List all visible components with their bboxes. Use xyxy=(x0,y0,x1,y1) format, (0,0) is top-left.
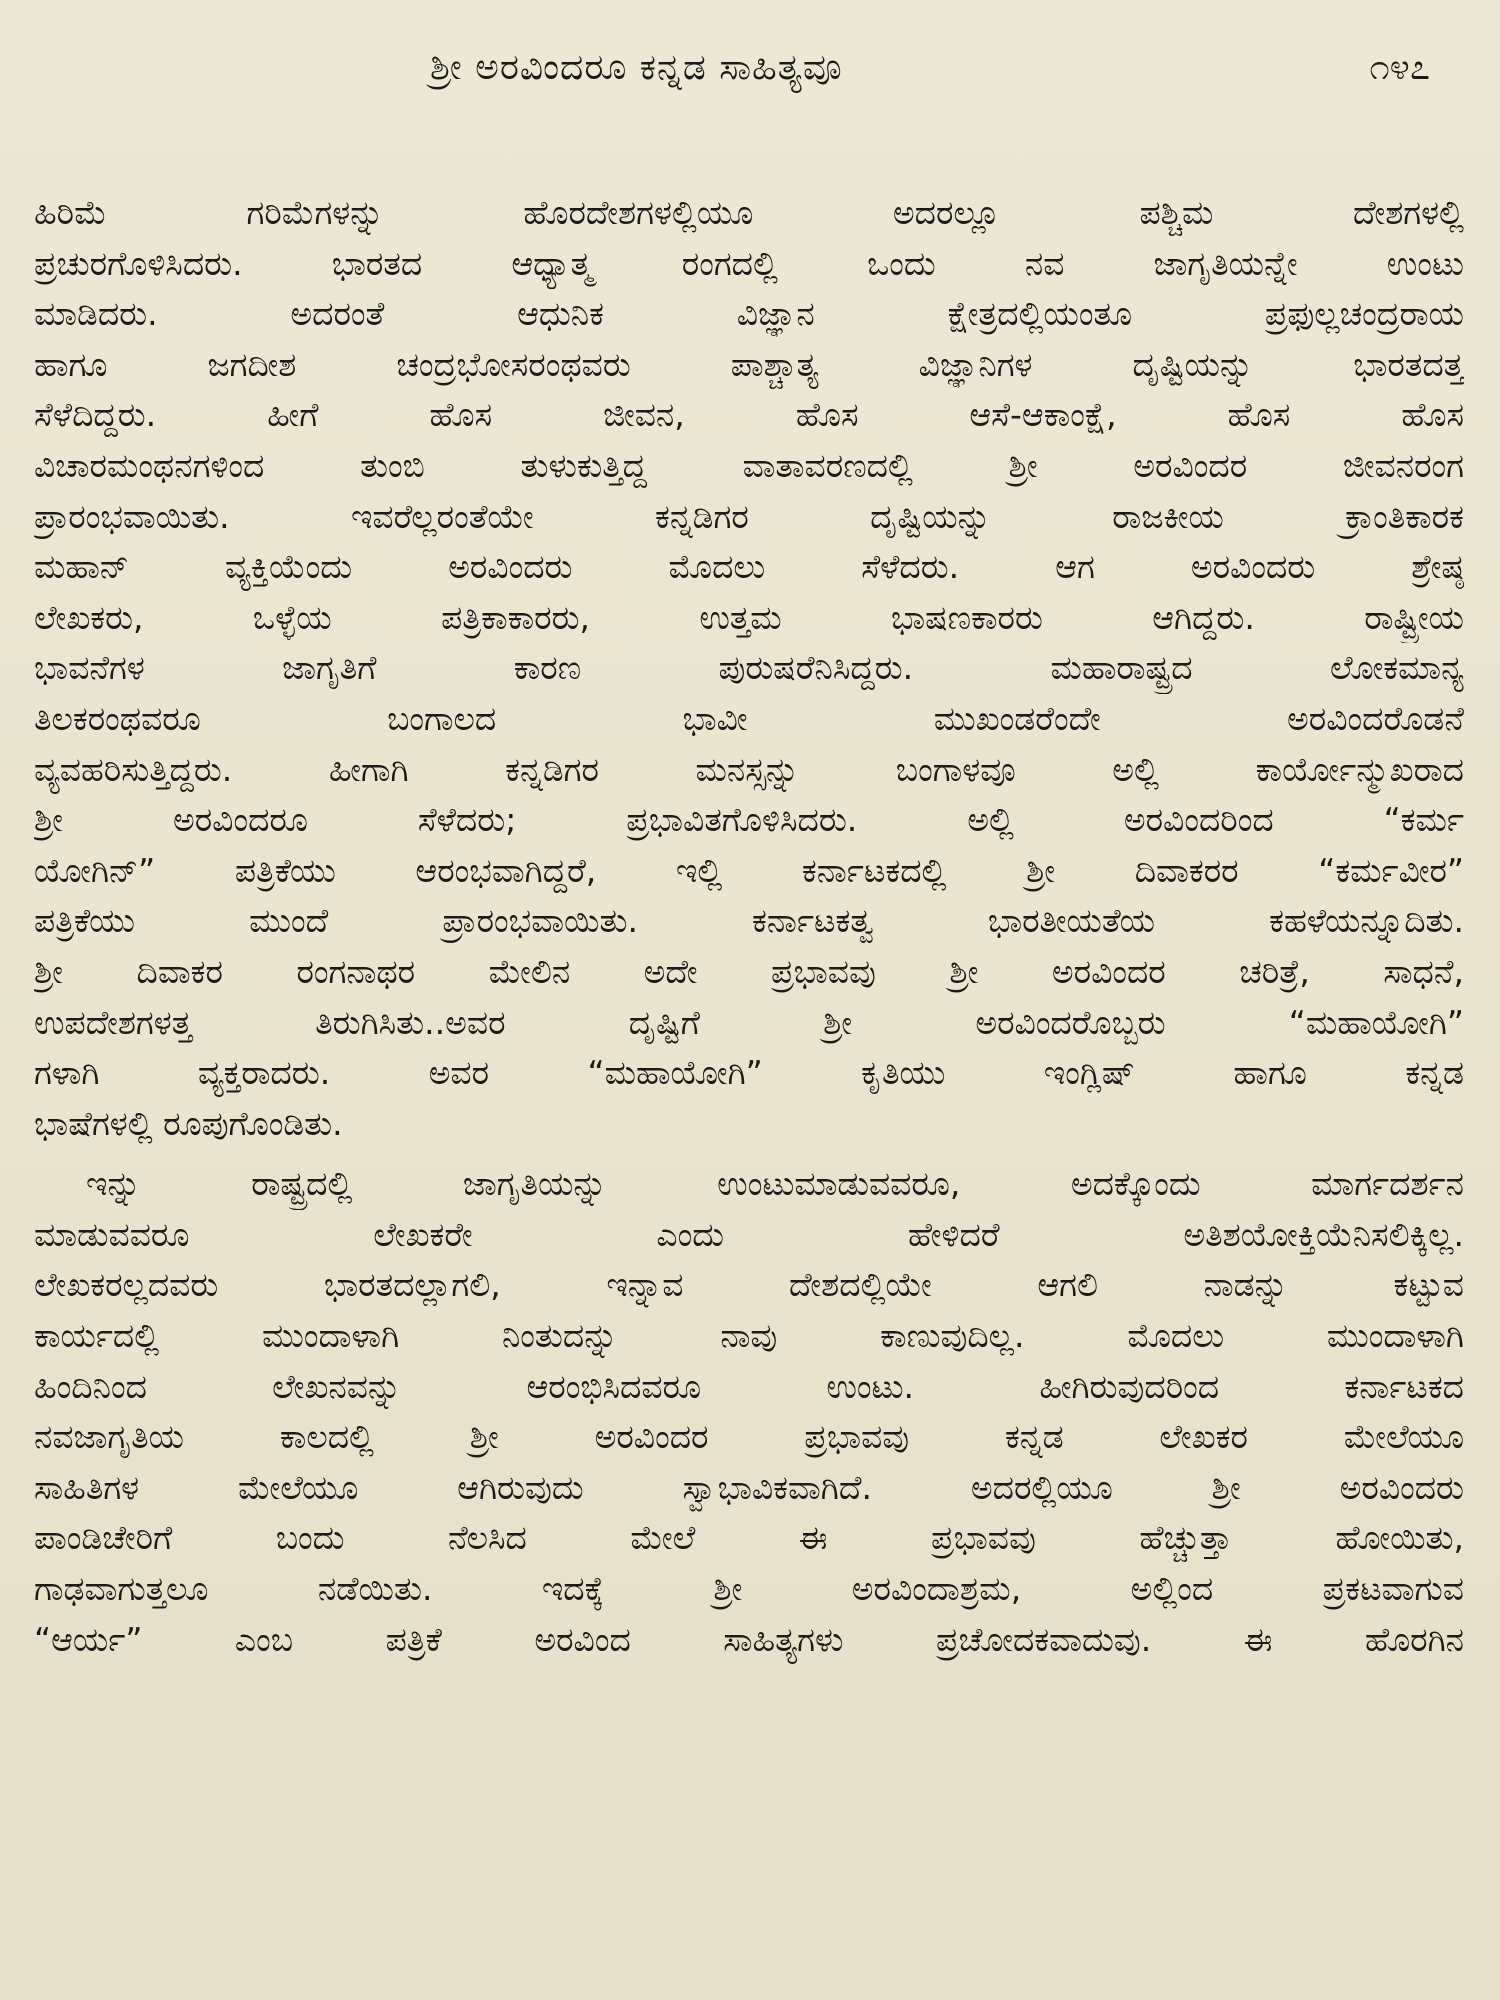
text-line: ಹಾಗೂ ಜಗದೀಶ ಚಂದ್ರಭೋಸರಂಥವರು ಪಾಶ್ಚಾತ್ಯ ವಿಜ್ಞಾನಿಗಳ ದೃಷ್ಟಿಯನ್ನು ಭಾರತದತ್ತ xyxy=(34,344,1464,384)
text-line: ಲೇಖಕರು, ಒಳ್ಳೆಯ ಪತ್ರಿಕಾಕಾರರು, ಉತ್ತಮ ಭಾಷಣಕಾರರು ಆಗಿದ್ದರು. ರಾಷ್ಟ್ರೀಯ xyxy=(34,597,1464,637)
text-line: ತಿಲಕರಂಥವರೂ ಬಂಗಾಲದ ಭಾವೀ ಮುಖಂಡರೆಂದೇ ಅರವಿಂದರೊಡನೆ xyxy=(34,698,1464,738)
text-line: ಮಹಾನ್ ವ್ಯಕ್ತಿಯೆಂದು ಅರವಿಂದರು ಮೊದಲು ಸೆಳೆದರು. ಆಗ ಅರವಿಂದರು ಶ್ರೇಷ್ಠ xyxy=(34,547,1464,587)
page-number: ೧೪೭ xyxy=(1369,47,1430,88)
text-line: ಸಾಹಿತಿಗಳ ಮೇಲೆಯೂ ಆಗಿರುವುದು ಸ್ವಾಭಾವಿಕವಾಗಿದೆ. ಅದರಲ್ಲಿಯೂ ಶ್ರೀ ಅರವಿಂದರು xyxy=(34,1467,1464,1507)
text-line: ಮಾಡಿದರು. ಅದರಂತೆ ಆಧುನಿಕ ವಿಜ್ಞಾನ ಕ್ಷೇತ್ರದಲ್ಲಿಯಂತೂ ಪ್ರಫುಲ್ಲಚಂದ್ರರಾಯ xyxy=(34,294,1464,334)
text-line: ಗಳಾಗಿ ವ್ಯಕ್ತರಾದರು. ಅವರ “ಮಹಾಯೋಗಿ” ಕೃತಿಯು ಇಂಗ್ಲಿಷ್ ಹಾಗೂ ಕನ್ನಡ xyxy=(34,1053,1464,1093)
text-line: ಭಾವನೆಗಳ ಜಾಗೃತಿಗೆ ಕಾರಣ ಪುರುಷರೆನಿಸಿದ್ದರು. ಮಹಾರಾಷ್ಟ್ರದ ಲೋಕಮಾನ್ಯ xyxy=(34,648,1464,688)
text-line: ಗಾಢವಾಗುತ್ತಲೂ ನಡೆಯಿತು. ಇದಕ್ಕೆ ಶ್ರೀ ಅರವಿಂದಾಶ್ರಮ, ಅಲ್ಲಿಂದ ಪ್ರಕಟವಾಗುವ xyxy=(34,1569,1464,1609)
text-line: ಹಿರಿಮೆ ಗರಿಮೆಗಳನ್ನು ಹೊರದೇಶಗಳಲ್ಲಿಯೂ ಅದರಲ್ಲೂ ಪಶ್ಚಿಮ ದೇಶಗಳಲ್ಲಿ xyxy=(34,193,1464,232)
text-line: ಪತ್ರಿಕೆಯು ಮುಂದೆ ಪ್ರಾರಂಭವಾಯಿತು. ಕರ್ನಾಟಕತ್ವ ಭಾರತೀಯತೆಯ ಕಹಳೆಯನ್ನೂದಿತು. xyxy=(34,901,1464,941)
text-line: ಇನ್ನು ರಾಷ್ಟ್ರದಲ್ಲಿ ಜಾಗೃತಿಯನ್ನು ಉಂಟುಮಾಡುವವರೂ, ಅದಕ್ಕೊಂದು ಮಾರ್ಗದರ್ಶನ xyxy=(86,1164,1464,1204)
text-line: ವ್ಯವಹರಿಸುತ್ತಿದ್ದರು. ಹೀಗಾಗಿ ಕನ್ನಡಿಗರ ಮನಸ್ಸನ್ನು ಬಂಗಾಳವೂ ಅಲ್ಲಿ ಕಾರ್ಯೋನ್ಮುಖರಾದ xyxy=(34,749,1464,789)
text-line: ಮಾಡುವವರೂ ಲೇಖಕರೇ ಎಂದು ಹೇಳಿದರೆ ಅತಿಶಯೋಕ್ತಿಯೆನಿಸಲಿಕ್ಕಿಲ್ಲ. xyxy=(34,1214,1464,1254)
text-line: ಶ್ರೀ ದಿವಾಕರ ರಂಗನಾಥರ ಮೇಲಿನ ಅದೇ ಪ್ರಭಾವವು ಶ್ರೀ ಅರವಿಂದರ ಚರಿತ್ರೆ, ಸಾಧನೆ, xyxy=(34,951,1464,991)
text-line: ವಿಚಾರಮಂಥನಗಳಿಂದ ತುಂಬಿ ತುಳುಕುತ್ತಿದ್ದ ವಾತಾವರಣದಲ್ಲಿ ಶ್ರೀ ಅರವಿಂದರ ಜೀವನರಂಗ xyxy=(34,445,1464,485)
running-title: ಶ್ರೀ ಅರವಿಂದರೂ ಕನ್ನಡ ಸಾಹಿತ್ಯವೂ xyxy=(430,47,843,88)
paragraph-1 xyxy=(34,188,1464,1149)
body-text xyxy=(34,188,1464,1665)
paragraph-2 xyxy=(34,1159,1464,1665)
text-line: ಸೆಳೆದಿದ್ದರು. ಹೀಗೆ ಹೊಸ ಜೀವನ, ಹೊಸ ಆಸೆ-ಆಕಾಂಕ್ಷೆ, ಹೊಸ ಹೊಸ xyxy=(34,395,1464,435)
text-line: ನವಜಾಗೃತಿಯ ಕಾಲದಲ್ಲಿ ಶ್ರೀ ಅರವಿಂದರ ಪ್ರಭಾವವು ಕನ್ನಡ ಲೇಖಕರ ಮೇಲೆಯೂ xyxy=(34,1417,1464,1457)
text-line: ಪ್ರಚುರಗೊಳಿಸಿದರು. ಭಾರತದ ಆಧ್ಯಾತ್ಮ ರಂಗದಲ್ಲಿ ಒಂದು ನವ ಜಾಗೃತಿಯನ್ನೇ ಉಂಟು xyxy=(34,243,1464,283)
text-line: ಪಾಂಡಿಚೇರಿಗೆ ಬಂದು ನೆಲಸಿದ ಮೇಲೆ ಈ ಪ್ರಭಾವವು ಹೆಚ್ಚುತ್ತಾ ಹೋಯಿತು, xyxy=(34,1518,1464,1558)
text-line: ಯೋಗಿನ್” ಪತ್ರಿಕೆಯು ಆರಂಭವಾಗಿದ್ದರೆ, ಇಲ್ಲಿ ಕರ್ನಾಟಕದಲ್ಲಿ ಶ್ರೀ ದಿವಾಕರರ “ಕರ್ಮವೀರ” xyxy=(34,850,1464,890)
text-line: ಶ್ರೀ ಅರವಿಂದರೂ ಸೆಳೆದರು; ಪ್ರಭಾವಿತಗೊಳಿಸಿದರು. ಅಲ್ಲಿ ಅರವಿಂದರಿಂದ “ಕರ್ಮ xyxy=(34,800,1464,840)
text-line: ಹಿಂದಿನಿಂದ ಲೇಖನವನ್ನು ಆರಂಭಿಸಿದವರೂ ಉಂಟು. ಹೀಗಿರುವುದರಿಂದ ಕರ್ನಾಟಕದ xyxy=(34,1366,1464,1406)
text-line: ಭಾಷೆಗಳಲ್ಲಿ ರೂಪುಗೊಂಡಿತು. xyxy=(34,1103,343,1143)
text-line: ಉಪದೇಶಗಳತ್ತ ತಿರುಗಿಸಿತು..ಅವರ ದೃಷ್ಟಿಗೆ ಶ್ರೀ ಅರವಿಂದರೊಬ್ಬರು “ಮಹಾಯೋಗಿ” xyxy=(34,1002,1464,1042)
text-line: “ಆರ್ಯ” ಎಂಬ ಪತ್ರಿಕೆ ಅರವಿಂದ ಸಾಹಿತ್ಯಗಳು ಪ್ರಚೋದಕವಾದುವು. ಈ ಹೊರಗಿನ xyxy=(34,1619,1464,1659)
text-line: ಪ್ರಾರಂಭವಾಯಿತು. ಇವರೆಲ್ಲರಂತೆಯೇ ಕನ್ನಡಿಗರ ದೃಷ್ಟಿಯನ್ನು ರಾಜಕೀಯ ಕ್ರಾಂತಿಕಾರಕ xyxy=(34,496,1464,536)
running-head xyxy=(0,38,1500,98)
text-line: ಕಾರ್ಯದಲ್ಲಿ ಮುಂದಾಳಾಗಿ ನಿಂತುದನ್ನು ನಾವು ಕಾಣುವುದಿಲ್ಲ. ಮೊದಲು ಮುಂದಾಳಾಗಿ xyxy=(34,1316,1464,1356)
text-line: ಲೇಖಕರಲ್ಲದವರು ಭಾರತದಲ್ಲಾಗಲಿ, ಇನ್ನಾವ ದೇಶದಲ್ಲಿಯೇ ಆಗಲಿ ನಾಡನ್ನು ಕಟ್ಟುವ xyxy=(34,1265,1464,1305)
